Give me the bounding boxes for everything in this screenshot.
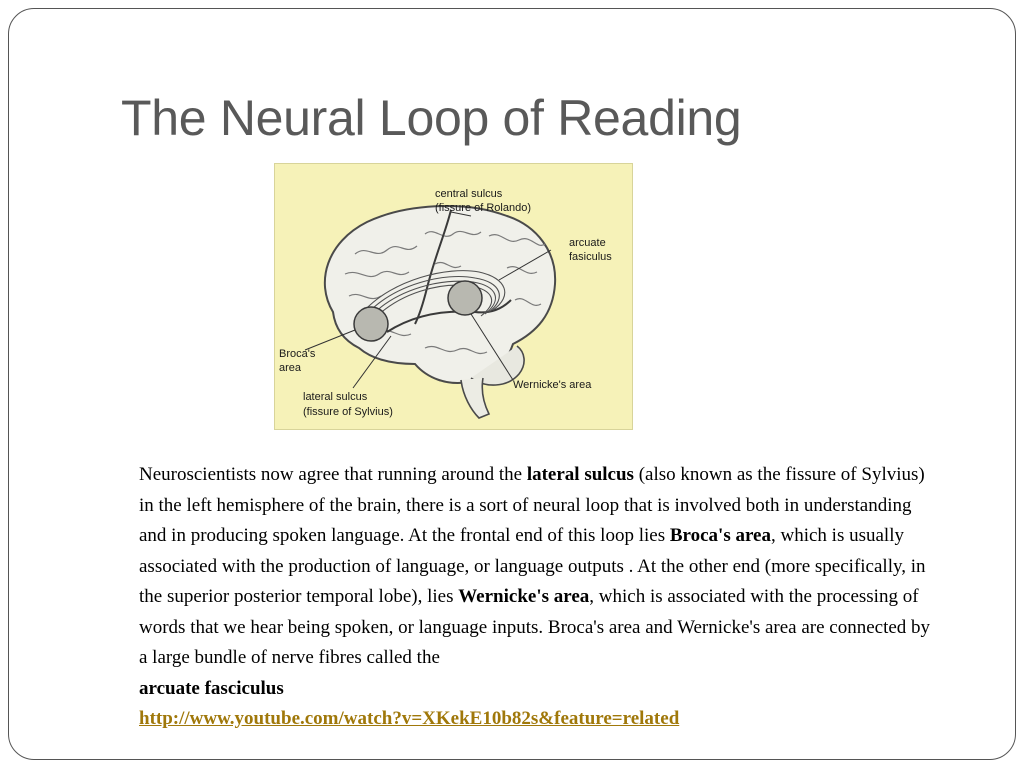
- label-central-sulcus: central sulcus: [435, 188, 503, 200]
- wernickes-area-circle: [448, 281, 482, 315]
- youtube-link[interactable]: http://www.youtube.com/watch?v=XKekE10b82s&feature=related: [139, 708, 680, 729]
- body-paragraph: [139, 460, 939, 735]
- slide-title: The Neural Loop of Reading: [121, 90, 742, 146]
- body-text-part-1: Neuroscientists now agree that running around the: [139, 464, 527, 485]
- label-brocas: Broca's: [279, 348, 316, 360]
- term-arcuate-fasciculus: arcuate fasciculus: [139, 677, 284, 699]
- term-lateral-sulcus: lateral sulcus: [526, 464, 634, 485]
- label-fasiculus: fasiculus: [569, 251, 612, 263]
- label-fissure-of-sylvius: (fissure of Sylvius): [303, 406, 393, 418]
- label-fissure-of-rolando: (fissure of Rolando): [435, 202, 531, 214]
- term-wernickes-area: Wernicke's area: [458, 586, 590, 607]
- label-arcuate: arcuate: [569, 237, 606, 249]
- label-wernickes-area: Wernicke's area: [513, 379, 592, 391]
- body-text-part-4: , which is associated with the processing of words that we hear being spoken, or language inputs. Broca's area and Wernicke's area are connected by a large bundle of nerve fibres called the: [139, 586, 931, 668]
- label-brocas-area: area: [279, 362, 302, 374]
- term-brocas-area: Broca's area: [669, 525, 771, 546]
- body-text-part-3: , which is usually associated with the production of language, or language outputs . At the other end (more specifically, in the superior posterior temporal lobe), lies: [139, 525, 926, 607]
- brocas-area-circle: [354, 307, 388, 341]
- slide-frame: [8, 8, 1016, 760]
- brain-diagram: [274, 163, 633, 430]
- label-lateral-sulcus: lateral sulcus: [303, 391, 368, 403]
- body-text-part-2: (also known as the fissure of Sylvius) in the left hemisphere of the brain, there is a sort of neural loop that is involved both in understanding and in producing spoken language. At the frontal end of this loop lies: [139, 464, 925, 546]
